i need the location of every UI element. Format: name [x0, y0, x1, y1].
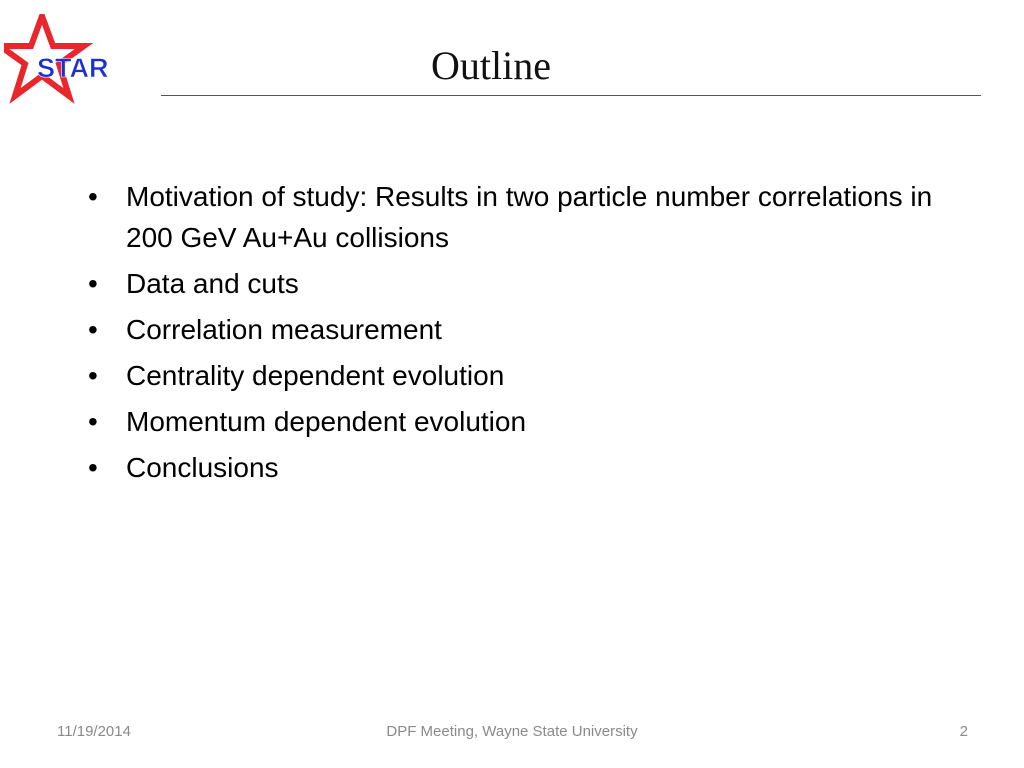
bullet-icon: • — [88, 406, 98, 437]
bullet-icon: • — [88, 268, 98, 299]
bullet-icon: • — [88, 452, 98, 483]
bullet-icon: • — [88, 181, 98, 212]
footer-event: DPF Meeting, Wayne State University — [386, 723, 638, 740]
bullet-icon: • — [88, 360, 98, 391]
list-item-text: Correlation measurement — [126, 314, 442, 345]
star-logo-text: STAR — [37, 53, 109, 83]
list-item — [88, 309, 948, 350]
list-item — [88, 401, 948, 442]
slide-title — [0, 38, 982, 94]
slide-title-text: Outline — [431, 43, 551, 88]
list-item — [88, 263, 948, 304]
list-item-text: Data and cuts — [126, 268, 299, 299]
list-item-text: Motivation of study: Results in two particle number correlations in 200 GeV Au+Au collisions — [126, 181, 933, 253]
outline-list — [88, 176, 948, 493]
list-item — [88, 447, 948, 488]
bullet-icon: • — [88, 314, 98, 345]
footer-date: 11/19/2014 — [57, 723, 131, 740]
title-divider — [161, 95, 981, 96]
footer-page-number: 2 — [959, 723, 968, 740]
list-item-text: Momentum dependent evolution — [126, 406, 527, 437]
list-item — [88, 176, 948, 258]
list-item — [88, 355, 948, 396]
list-item-text: Centrality dependent evolution — [126, 360, 505, 391]
list-item-text: Conclusions — [126, 452, 279, 483]
